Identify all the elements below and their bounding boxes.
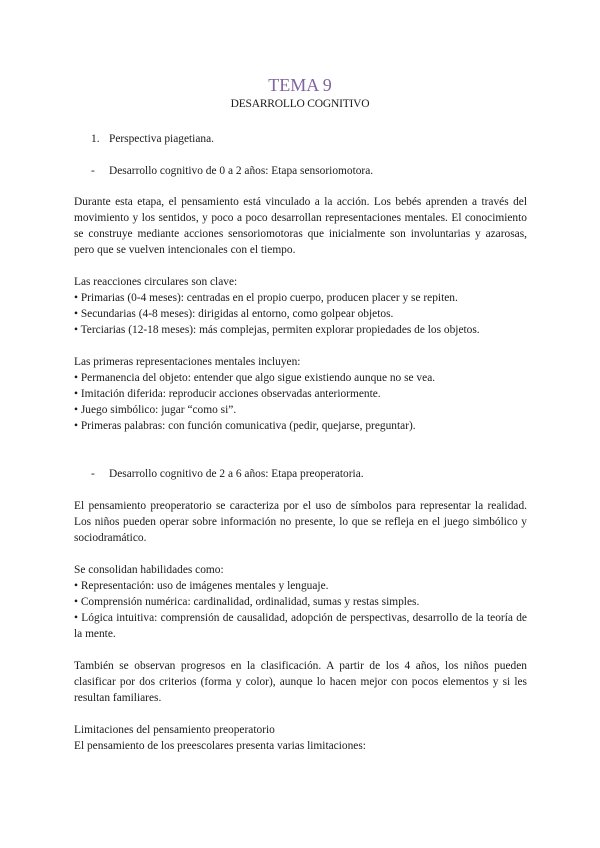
section-number: 1. xyxy=(91,133,100,145)
list-item: • Imitación diferida: reproducir acciones observadas anteriormente. xyxy=(74,388,381,400)
subsection-dash: - xyxy=(91,468,95,480)
limitations-heading: Limitaciones del pensamiento preoperatorio xyxy=(74,724,275,736)
list-item: • Lógica intuitiva: comprensión de causalidad, adopción de perspectivas, desarrollo de la teoría de la mente. xyxy=(74,612,527,640)
subsection-dash: - xyxy=(91,165,95,177)
list-item: • Juego simbólico: jugar “como si”. xyxy=(74,404,237,416)
representations-list xyxy=(74,354,527,434)
list-item: • Primeras palabras: con función comunicativa (pedir, quejarse, preguntar). xyxy=(74,420,416,432)
list-item: • Comprensión numérica: cardinalidad, ordinalidad, sumas y restas simples. xyxy=(74,596,420,608)
limitations-text: El pensamiento de los preescolares presenta varias limitaciones: xyxy=(74,740,366,752)
subsection-heading: Desarrollo cognitivo de 0 a 2 años: Etapa sensoriomotora. xyxy=(109,165,374,177)
skills-list xyxy=(74,562,527,642)
list-item: • Secundarias (4-8 meses): dirigidas al entorno, como golpear objetos. xyxy=(74,308,394,320)
page-subtitle: DESARROLLO COGNITIVO xyxy=(230,98,370,110)
page-title: TEMA 9 xyxy=(268,75,332,95)
list-intro: Las primeras representaciones mentales incluyen: xyxy=(74,356,301,368)
reactions-list xyxy=(74,274,527,338)
list-item: • Representación: uso de imágenes mentales y lenguaje. xyxy=(74,580,329,592)
subsection-heading: Desarrollo cognitivo de 2 a 6 años: Etapa preoperatoria. xyxy=(109,468,364,480)
list-intro: Las reacciones circulares son clave: xyxy=(74,276,238,288)
paragraph-clasificacion: También se observan progresos en la clasificación. A partir de los 4 años, los niños pueden clasificar por dos criterios (forma y color), aunque lo hacen mejor con pocos elementos y si les resultan familiares. xyxy=(74,660,527,704)
list-intro: Se consolidan habilidades como: xyxy=(74,564,224,576)
limitations-section xyxy=(74,722,527,754)
list-item: • Primarias (0-4 meses): centradas en el propio cuerpo, producen placer y se repiten. xyxy=(74,292,458,304)
paragraph-sensoriomotora: Durante esta etapa, el pensamiento está vinculado a la acción. Los bebés aprenden a través del movimiento y los sentidos, y poco a poco desarrollan representaciones mentales. El conocimiento se construye mediante acciones sensoriomotoras que inicialmente son involuntarias y azarosas, pero que se vuelven intencionales con el tiempo. xyxy=(74,196,527,256)
list-item: • Permanencia del objeto: entender que algo sigue existiendo aunque no se vea. xyxy=(74,372,436,384)
section-heading: Perspectiva piagetiana. xyxy=(109,133,215,145)
list-item: • Terciarias (12-18 meses): más complejas, permiten explorar propiedades de los objetos. xyxy=(74,324,480,336)
paragraph-preoperatoria: El pensamiento preoperatorio se caracteriza por el uso de símbolos para representar la realidad. Los niños pueden operar sobre información no presente, lo que se refleja en el juego simbólico y sociodramático. xyxy=(74,500,527,544)
